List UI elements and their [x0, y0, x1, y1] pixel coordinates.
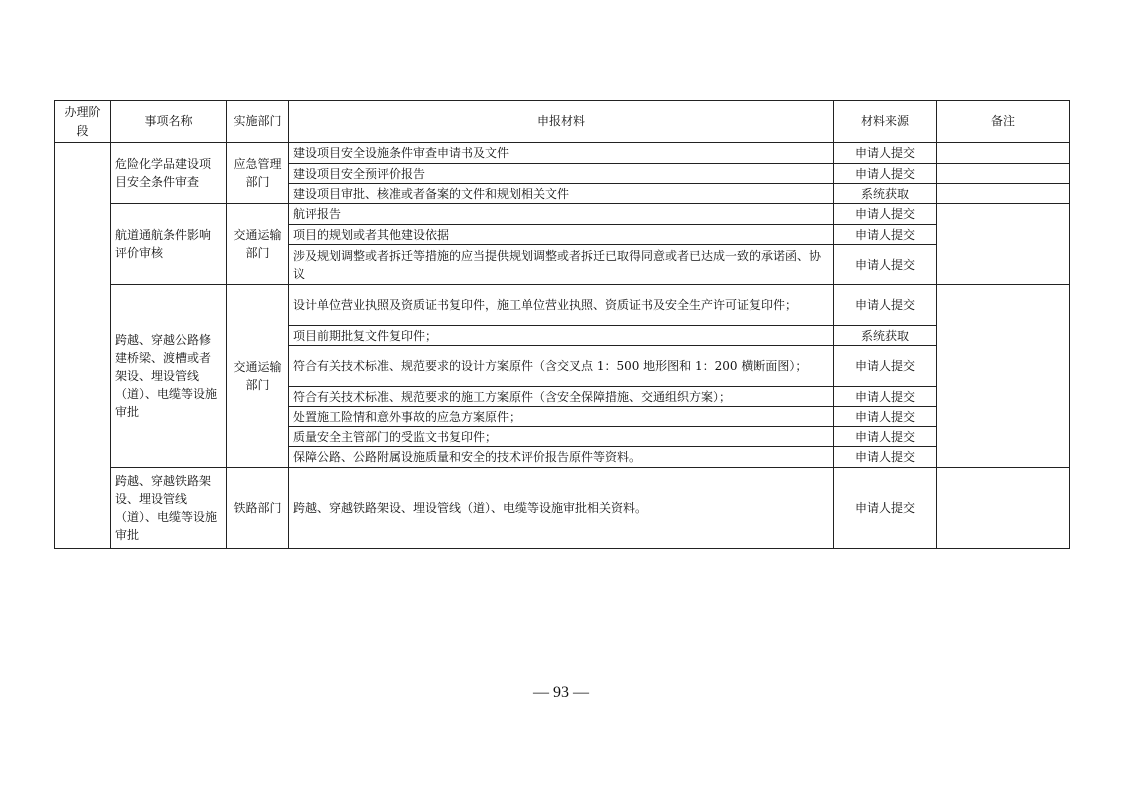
header-dept: 实施部门	[227, 101, 289, 143]
source-cell: 申请人提交	[834, 346, 937, 387]
materials-table	[54, 100, 1070, 549]
source-cell: 申请人提交	[834, 285, 937, 326]
source-cell: 申请人提交	[834, 225, 937, 245]
table-row	[55, 468, 1070, 549]
material-cell: 项目前期批复文件复印件；	[289, 326, 834, 346]
remark-cell	[937, 468, 1070, 549]
dept-cell: 应急管理部门	[227, 143, 289, 204]
source-cell: 申请人提交	[834, 427, 937, 447]
dept-cell: 铁路部门	[227, 468, 289, 549]
material-cell: 建设项目审批、核准或者备案的文件和规划相关文件	[289, 184, 834, 204]
remark-cell	[937, 143, 1070, 164]
material-cell: 质量安全主管部门的受监文书复印件；	[289, 427, 834, 447]
table-row	[55, 204, 1070, 225]
item-name: 航道通航条件影响评价审核	[111, 204, 227, 285]
header-source: 材料来源	[834, 101, 937, 143]
source-cell: 系统获取	[834, 326, 937, 346]
material-cell: 项目的规划或者其他建设依据	[289, 225, 834, 245]
header-remarks: 备注	[937, 101, 1070, 143]
material-cell: 设计单位营业执照及资质证书复印件，施工单位营业执照、资质证书及安全生产许可证复印件；	[289, 285, 834, 326]
header-stage: 办理阶段	[55, 101, 111, 143]
material-cell: 符合有关技术标准、规范要求的设计方案原件（含交叉点 1：500 地形图和 1：200 横断面图）；	[289, 346, 834, 387]
header-name: 事项名称	[111, 101, 227, 143]
source-cell: 申请人提交	[834, 164, 937, 184]
dept-cell: 交通运输部门	[227, 204, 289, 285]
material-cell: 涉及规划调整或者拆迁等措施的应当提供规划调整或者拆迁已取得同意或者已达成一致的承诺函、协议	[289, 245, 834, 285]
material-cell: 保障公路、公路附属设施质量和安全的技术评价报告原件等资料。	[289, 447, 834, 468]
item-name: 跨越、穿越铁路架设、埋设管线（道）、电缆等设施审批	[111, 468, 227, 549]
material-cell: 处置施工险情和意外事故的应急方案原件；	[289, 407, 834, 427]
source-cell: 申请人提交	[834, 468, 937, 549]
table-row	[55, 285, 1070, 326]
page-number: — 93 —	[533, 684, 589, 701]
item-name: 危险化学品建设项目安全条件审查	[111, 143, 227, 204]
material-cell: 跨越、穿越铁路架设、埋设管线（道）、电缆等设施审批相关资料。	[289, 468, 834, 549]
material-cell: 建设项目安全预评价报告	[289, 164, 834, 184]
header-row	[55, 101, 1070, 143]
source-cell: 申请人提交	[834, 204, 937, 225]
remark-cell	[937, 285, 1070, 468]
material-cell: 符合有关技术标准、规范要求的施工方案原件（含安全保障措施、交通组织方案）；	[289, 387, 834, 407]
source-cell: 申请人提交	[834, 143, 937, 164]
source-cell: 申请人提交	[834, 407, 937, 427]
source-cell: 申请人提交	[834, 245, 937, 285]
material-cell: 航评报告	[289, 204, 834, 225]
source-cell: 系统获取	[834, 184, 937, 204]
remark-cell	[937, 184, 1070, 204]
item-name: 跨越、穿越公路修建桥梁、渡槽或者架设、埋设管线（道）、电缆等设施审批	[111, 285, 227, 468]
remark-cell	[937, 204, 1070, 285]
source-cell: 申请人提交	[834, 387, 937, 407]
material-cell: 建设项目安全设施条件审查申请书及文件	[289, 143, 834, 164]
remark-cell	[937, 164, 1070, 184]
dept-cell: 交通运输部门	[227, 285, 289, 468]
source-cell: 申请人提交	[834, 447, 937, 468]
header-materials: 申报材料	[289, 101, 834, 143]
table-row	[55, 143, 1070, 164]
stage-cell	[55, 143, 111, 549]
